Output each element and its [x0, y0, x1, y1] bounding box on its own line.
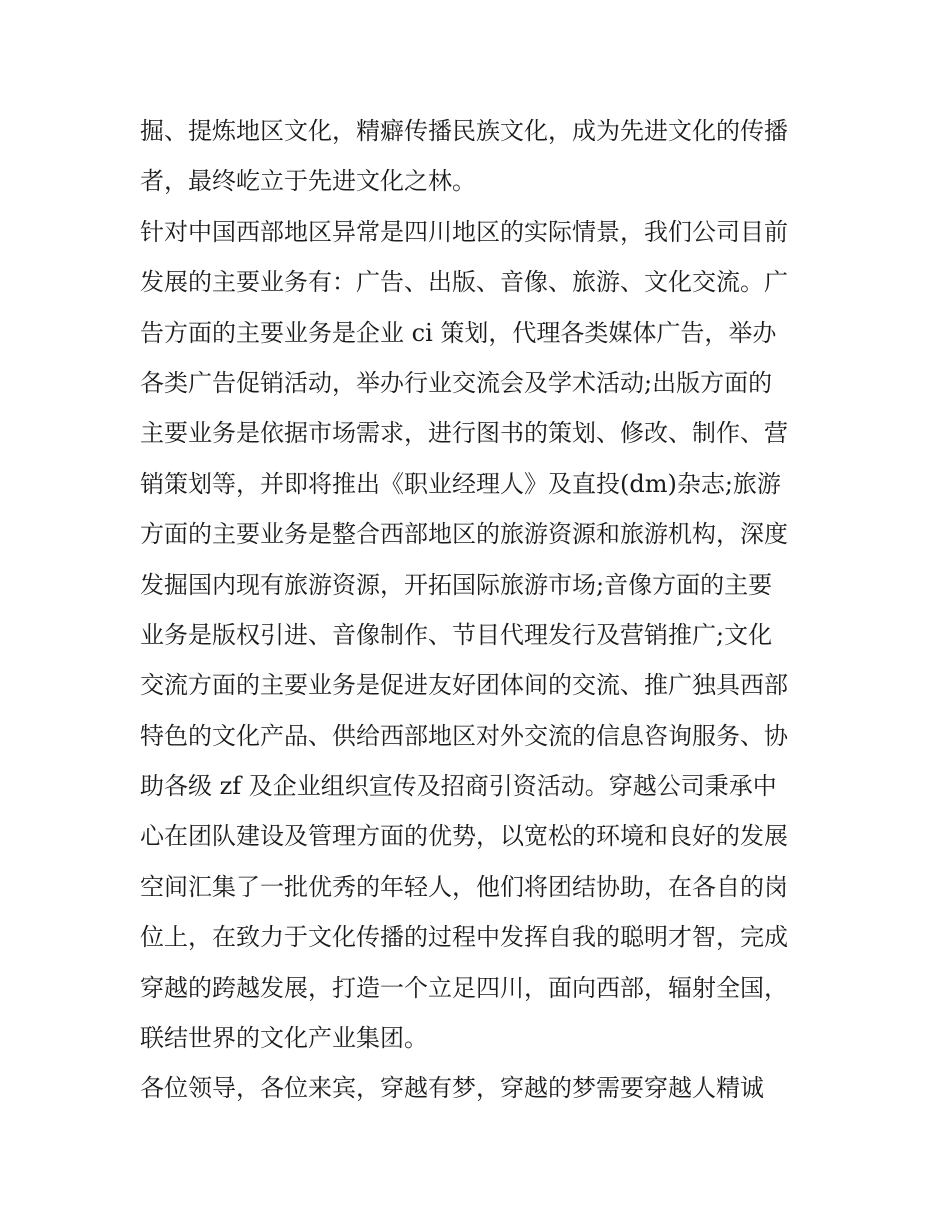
- text-line: 销策划等，并即将推出《职业经理人》及直投(dm)杂志;旅游: [140, 469, 781, 498]
- text-line: 交流方面的主要业务是促进友好团体间的交流、推广独具西部: [140, 671, 788, 700]
- text-line: 联结世界的文化产业集团。: [140, 1024, 428, 1053]
- text-line: 位上，在致力于文化传播的过程中发挥自我的聪明才智，完成: [140, 923, 788, 952]
- text-line: 方面的主要业务是整合西部地区的旅游资源和旅游机构，深度: [140, 520, 788, 549]
- text-line: 各位领导，各位来宾，穿越有梦，穿越的梦需要穿越人精诚: [140, 1074, 764, 1103]
- text-line: 发展的主要业务有：广告、出版、音像、旅游、文化交流。广: [140, 268, 788, 297]
- paragraph-3: [140, 1063, 820, 1113]
- body-text: [140, 106, 820, 1114]
- text-line: 助各级 zf 及企业组织宣传及招商引资活动。穿越公司秉承中: [140, 772, 777, 801]
- text-line: 穿越的跨越发展，打造一个立足四川，面向西部，辐射全国，: [140, 973, 788, 1002]
- text-line: 告方面的主要业务是企业 ci 策划，代理各类媒体广告，举办: [140, 318, 777, 347]
- text-line: 各类广告促销活动，举办行业交流会及学术活动;出版方面的: [140, 368, 773, 397]
- text-line: 者，最终屹立于先进文化之林。: [140, 167, 476, 196]
- text-line: 空间汇集了一批优秀的年轻人，他们将团结协助，在各自的岗: [140, 872, 788, 901]
- paragraph-2: [140, 207, 820, 1064]
- text-line: 发掘国内现有旅游资源，开拓国际旅游市场;音像方面的主要: [140, 570, 773, 599]
- text-line: 业务是版权引进、音像制作、节目代理发行及营销推广;文化: [140, 620, 773, 649]
- text-line: 心在团队建设及管理方面的优势，以宽松的环境和良好的发展: [140, 822, 788, 851]
- paragraph-1: [140, 106, 820, 207]
- text-line: 特色的文化产品、供给西部地区对外交流的信息咨询服务、协: [140, 721, 788, 750]
- text-line: 掘、提炼地区文化，精癖传播民族文化，成为先进文化的传播: [140, 117, 788, 145]
- text-line: 针对中国西部地区异常是四川地区的实际情景，我们公司目前: [140, 217, 788, 246]
- text-line: 主要业务是依据市场需求，进行图书的策划、修改、制作、营: [140, 419, 788, 448]
